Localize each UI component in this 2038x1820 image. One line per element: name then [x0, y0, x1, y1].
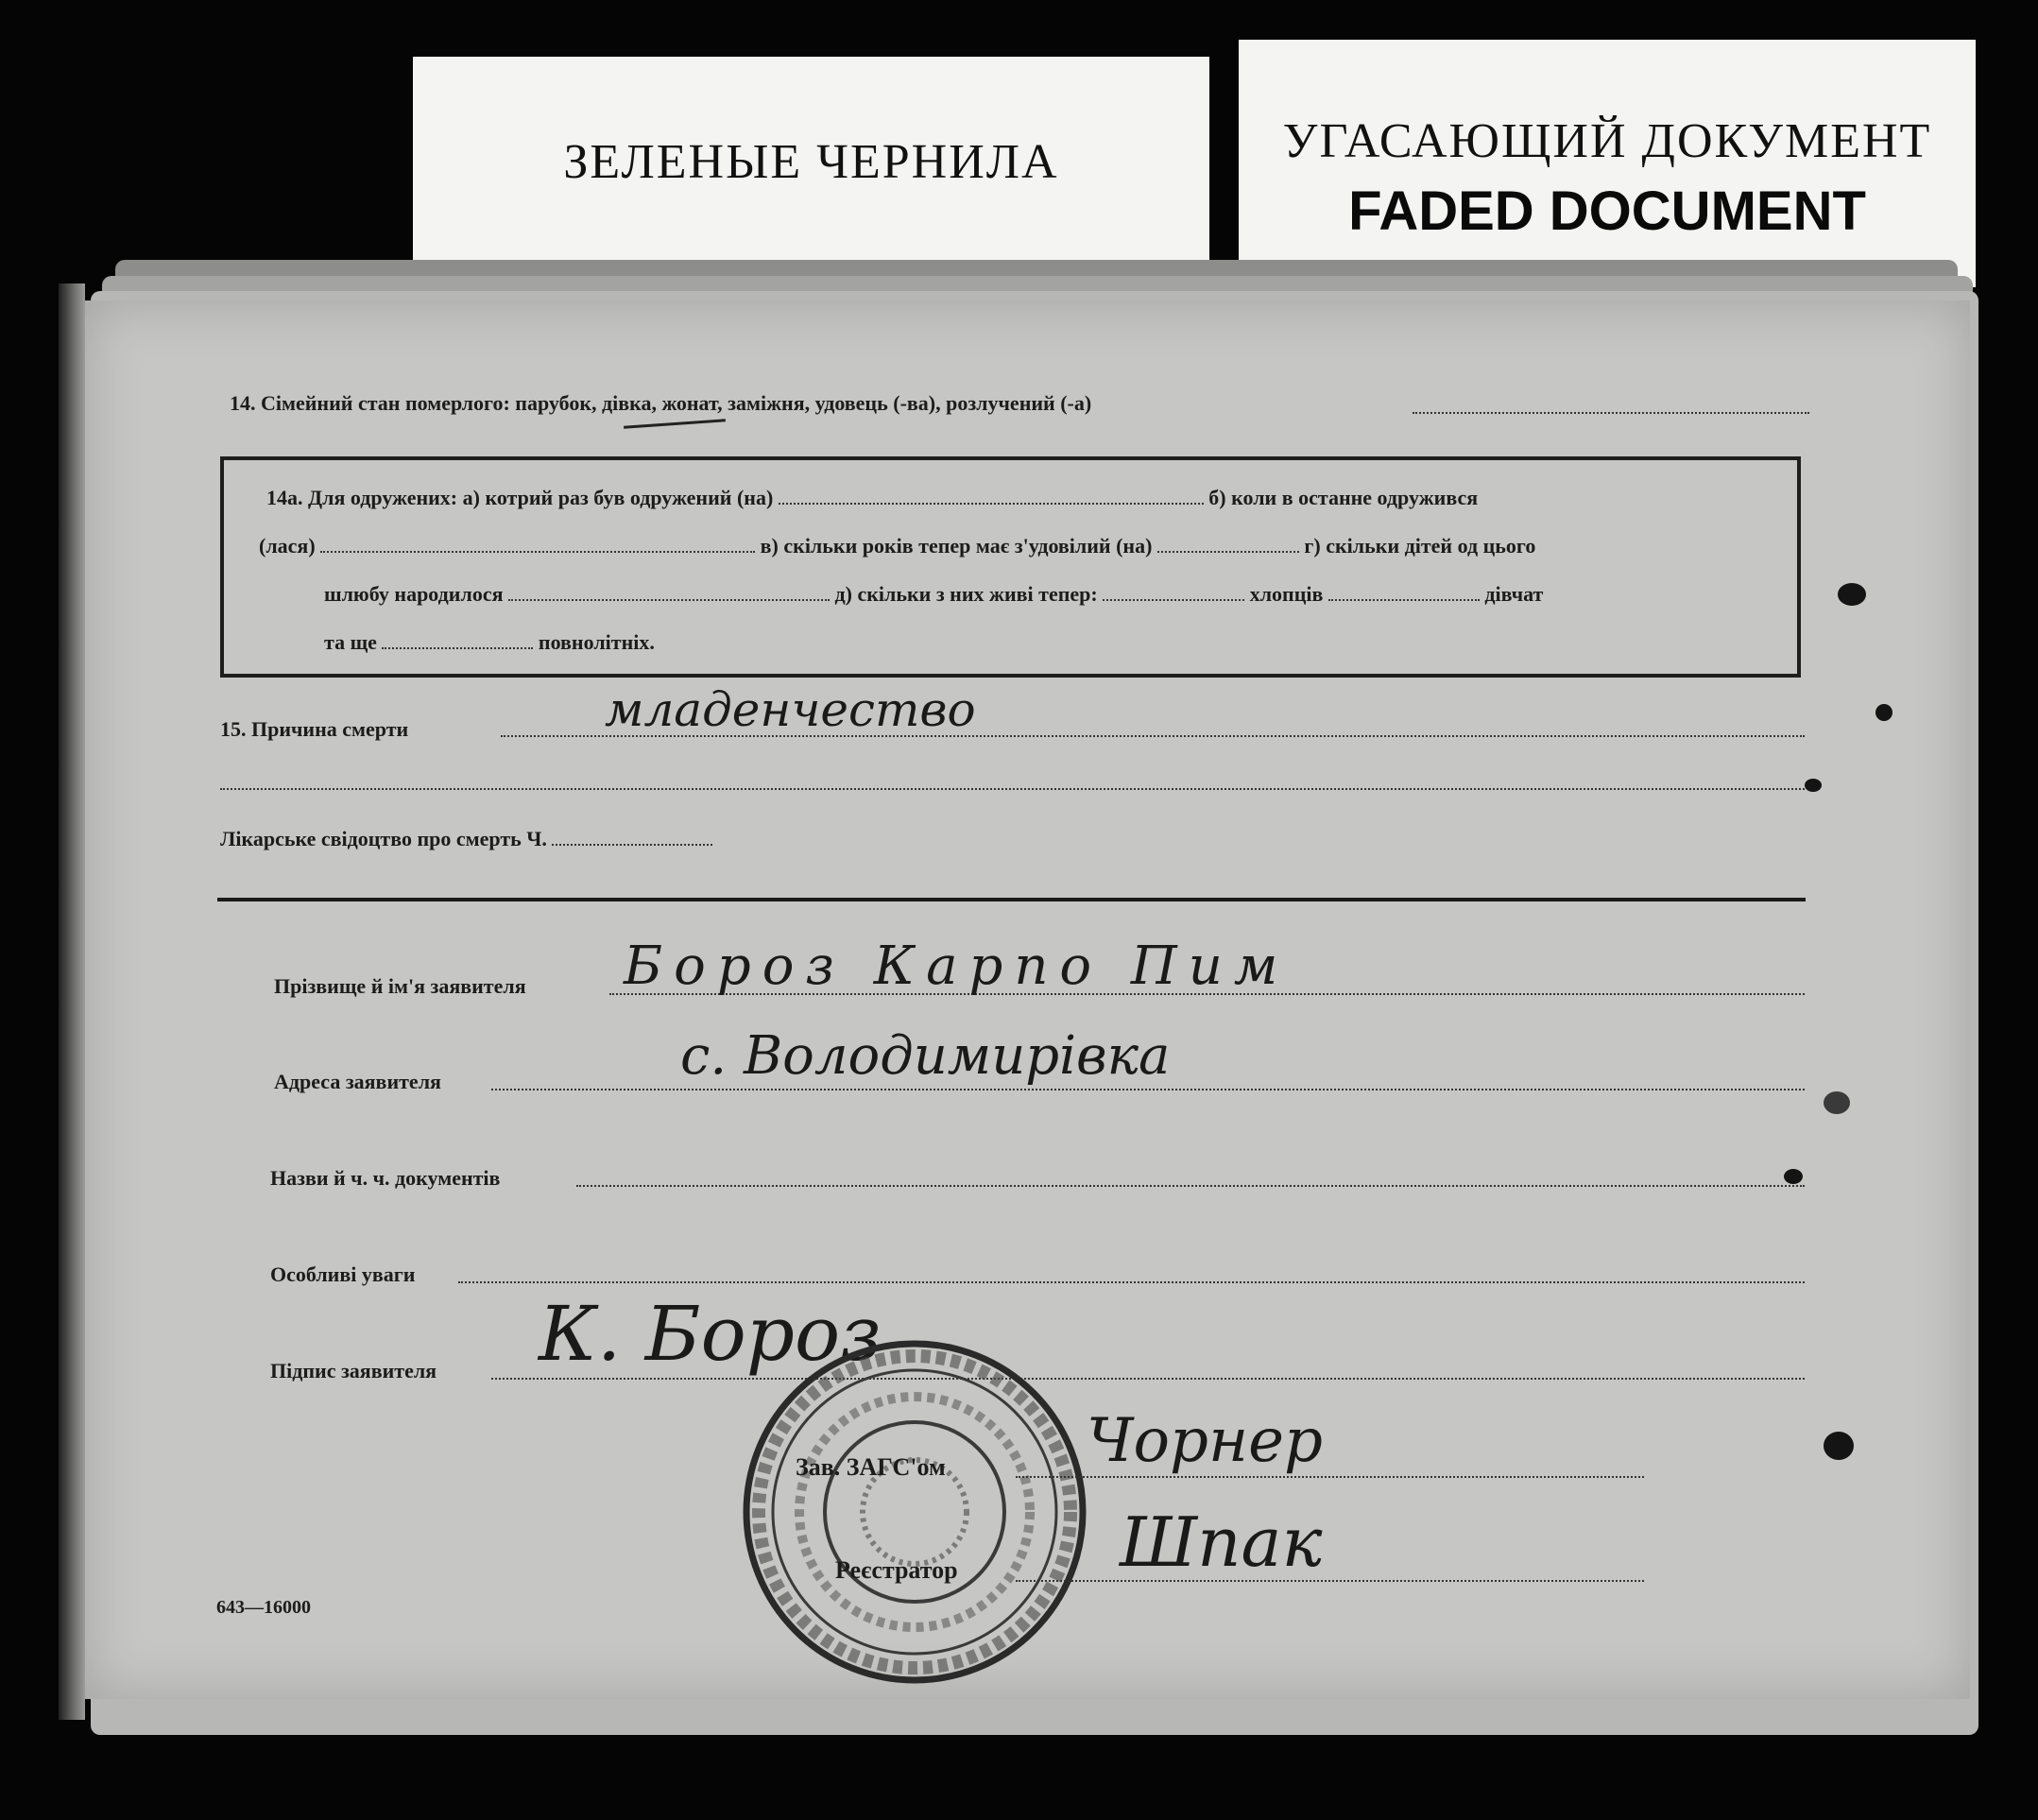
medical-cert-label: Лікарське свідоцтво про смерть Ч.: [220, 827, 547, 850]
documents-row: [270, 1166, 500, 1191]
applicant-name-label: Прізвище й ім'я заявителя: [274, 974, 526, 998]
q15-dotted-line-2: [220, 788, 1805, 790]
q14a-line3: [324, 580, 1543, 607]
punch-hole: [1784, 1169, 1803, 1184]
punch-hole: [1824, 1091, 1850, 1114]
applicant-address-row: [274, 1070, 441, 1094]
applicant-name-handwritten: Бороз Карпо Пим: [624, 936, 1290, 997]
q14-number: 14.: [230, 391, 256, 415]
registrar-dotted-line: [1016, 1580, 1644, 1582]
punch-hole: [1838, 583, 1866, 606]
q14a-line3-d: дівчат: [1484, 582, 1544, 606]
q15-label: Причина смерти: [251, 717, 409, 741]
q14a-line3-a: шлюбу народилося: [324, 582, 504, 606]
notes-dotted-line: [458, 1281, 1805, 1283]
q14a-line2-c: г) скільки дітей од цього: [1304, 534, 1536, 558]
green-ink-label-card: [413, 57, 1209, 283]
faded-document-label-card: [1239, 40, 1976, 287]
q14a-line1: [266, 484, 1478, 510]
q15-row: [220, 717, 408, 742]
head-label: Зав. ЗАГС'ом: [796, 1453, 946, 1481]
registrar-row: [835, 1556, 958, 1585]
print-code: 643—16000: [216, 1597, 311, 1618]
q14-row: [230, 391, 1091, 416]
section-divider: [217, 898, 1806, 901]
signature-row: [270, 1359, 437, 1383]
head-row: [796, 1453, 946, 1482]
signature-label: Підпис заявителя: [270, 1359, 437, 1382]
documents-label: Назви й ч. ч. документів: [270, 1166, 501, 1190]
registrar-label: Реєстратор: [835, 1556, 958, 1584]
q15-number: 15.: [220, 717, 247, 741]
q14a-line2-b: в) скільки років тепер має з'удовілий (на): [760, 534, 1153, 558]
q14a-line4-a: та ще: [324, 630, 377, 654]
q14-label: Сімейний стан померлого:: [261, 391, 510, 415]
q14a-line1-b: б) коли в останне одружився: [1208, 486, 1479, 509]
book-spine: [59, 283, 85, 1720]
faded-label-en: FADED DOCUMENT: [1348, 180, 1866, 242]
applicant-signature-handwritten: К. Бороз: [539, 1290, 882, 1378]
notes-label: Особливі уваги: [270, 1262, 416, 1286]
q14a-line3-b: д) скільки з них живі тепер:: [834, 582, 1098, 606]
q14-dotted-line: [1413, 412, 1809, 414]
applicant-address-label: Адреса заявителя: [274, 1070, 441, 1093]
q15-handwritten-cause: младенчество: [605, 682, 976, 737]
q14a-line2: [259, 532, 1535, 558]
documents-dotted-line: [576, 1185, 1805, 1187]
registrar-signature-handwritten: Шпак: [1120, 1502, 1323, 1582]
applicant-name-row: [274, 974, 526, 999]
medical-cert-row: [220, 825, 712, 851]
official-round-stamp: [735, 1332, 1094, 1691]
q14a-line4-b: повнолітніх.: [538, 630, 655, 654]
applicant-address-handwritten: с. Володимирівка: [680, 1025, 1171, 1087]
q14a-line3-c: хлопців: [1249, 582, 1324, 606]
q14-options: парубок, дівка, жонат, заміжня, удовець (-ва), розлучений (-а): [515, 391, 1092, 415]
green-ink-label-ru: ЗЕЛЕНЫЕ ЧЕРНИЛА: [563, 135, 1059, 189]
q14a-line1-a: 14а. Для одружених: а) котрий раз був одружений (на): [266, 486, 774, 509]
punch-hole: [1824, 1432, 1854, 1460]
punch-hole: [1875, 704, 1892, 721]
signature-dotted-line: [491, 1378, 1805, 1380]
head-dotted-line: [1016, 1476, 1644, 1478]
faded-label-ru: УГАСАЮЩИЙ ДОКУМЕНТ: [1282, 114, 1932, 168]
q14a-line2-a: (лася): [259, 534, 316, 558]
q14a-line4: [324, 628, 655, 655]
applicant-address-dotted-line: [491, 1089, 1805, 1090]
notes-row: [270, 1262, 415, 1287]
head-signature-handwritten: Чорнер: [1087, 1406, 1323, 1476]
punch-hole: [1805, 779, 1822, 792]
